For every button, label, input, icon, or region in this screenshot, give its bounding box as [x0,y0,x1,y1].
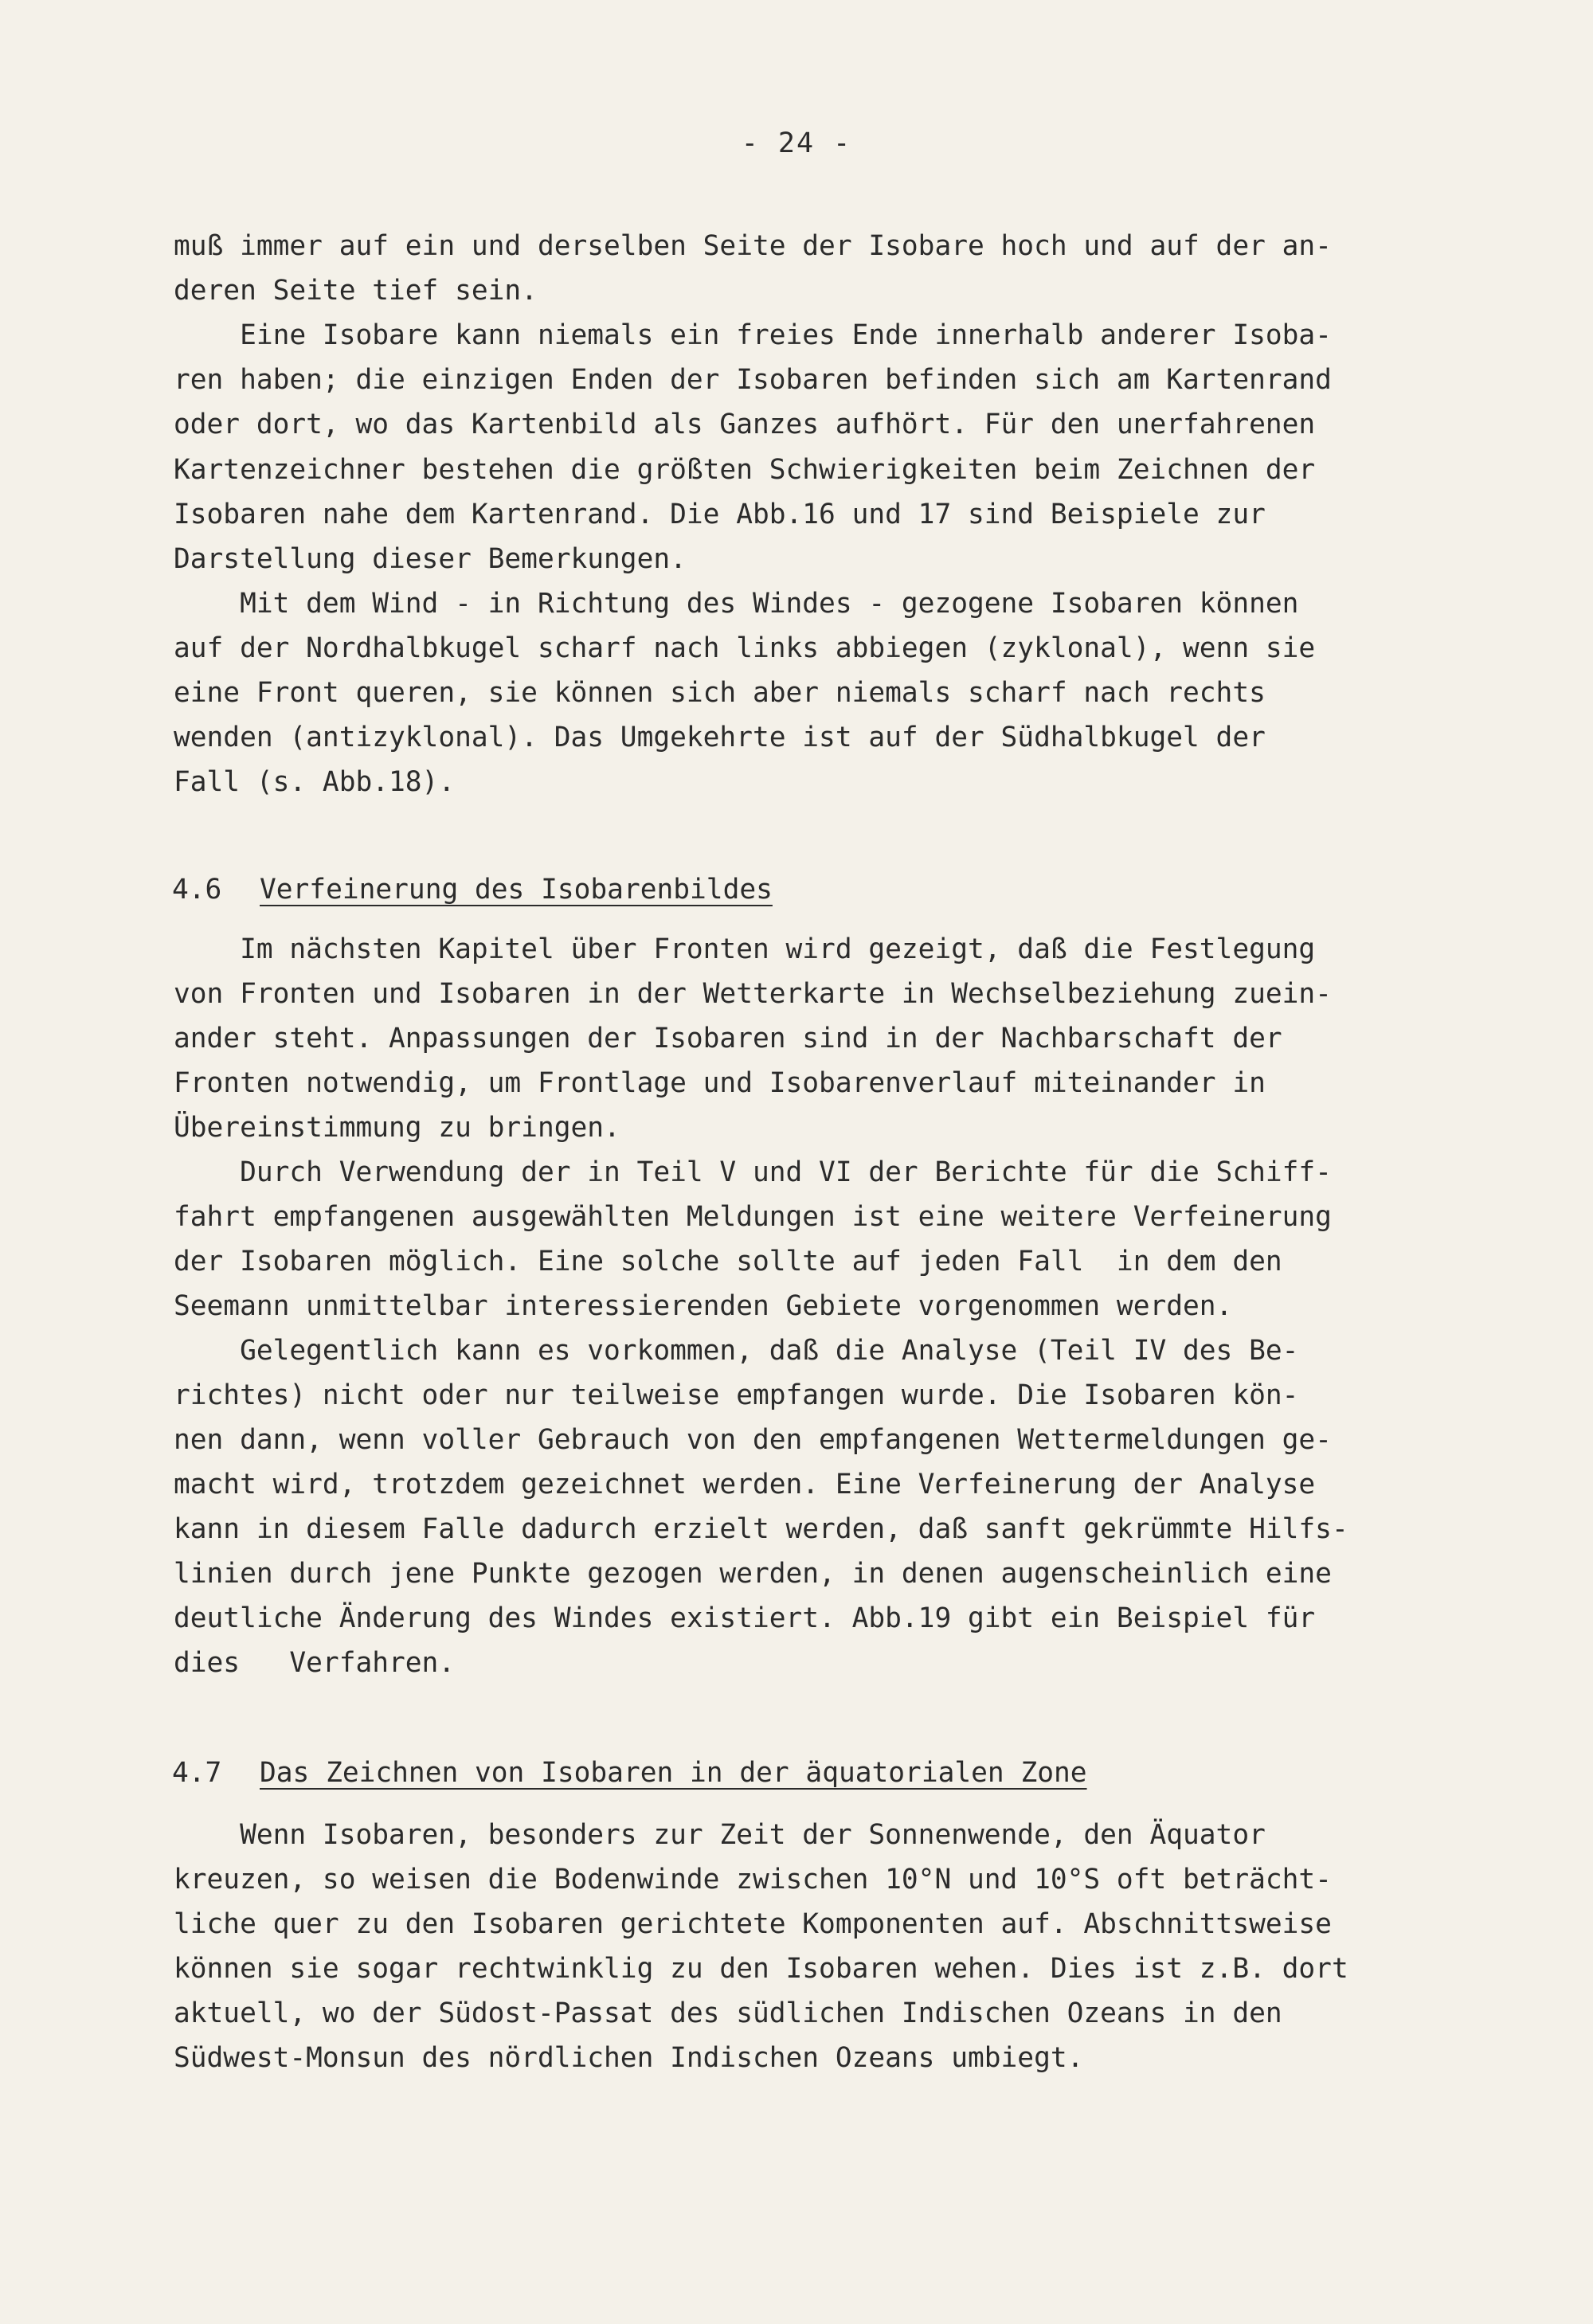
section-heading-4-6 [172,876,969,916]
text-line: kann in diesem Falle dadurch erzielt werden, daß sanft gekrümmte Hilfs- [174,1513,1348,1545]
page-number: - 24 - [741,127,852,159]
text-line: Fronten notwendig, um Frontlage und Isobarenverlauf miteinander in [174,1067,1266,1099]
text-line: Gelegentlich kann es vorkommen, daß die Analyse (Teil IV des Be- [174,1335,1299,1367]
text-line: Darstellung dieser Bemerkungen. [174,543,687,575]
text-line: wenden (antizyklonal). Das Umgekehrte ist auf der Südhalbkugel der [174,722,1266,753]
text-line: dies Verfahren. [174,1647,456,1679]
text-line: Mit dem Wind - in Richtung des Windes - gezogene Isobaren können [174,588,1299,620]
text-line: Durch Verwendung der in Teil V und VI der Berichte für die Schiff- [174,1156,1332,1188]
section-title: Das Zeichnen von Isobaren in der äquatorialen Zone [260,1757,1087,1789]
section-heading-4-7 [172,1759,1287,1799]
text-line: Im nächsten Kapitel über Fronten wird gezeigt, daß die Festlegung [174,933,1316,965]
text-line: Südwest-Monsun des nördlichen Indischen Ozeans umbiegt. [174,2042,1084,2074]
text-line: von Fronten und Isobaren in der Wetterkarte in Wechselbeziehung zuein- [174,978,1332,1010]
text-line: deren Seite tief sein. [174,275,538,307]
text-line: ander steht. Anpassungen der Isobaren sind in der Nachbarschaft der [174,1023,1282,1054]
text-line: aktuell, wo der Südost-Passat des südlichen Indischen Ozeans in den [174,1997,1282,2029]
text-line: Wenn Isobaren, besonders zur Zeit der Sonnenwende, den Äquator [174,1819,1266,1851]
text-line: oder dort, wo das Kartenbild als Ganzes aufhört. Für den unerfahrenen [174,409,1316,440]
text-line: der Isobaren möglich. Eine solche sollte auf jeden Fall in dem den [174,1246,1282,1277]
text-line: Isobaren nahe dem Kartenrand. Die Abb.16 und 17 sind Beispiele zur [174,499,1266,530]
text-line: auf der Nordhalbkugel scharf nach links abbiegen (zyklonal), wenn sie [174,632,1316,664]
text-line: liche quer zu den Isobaren gerichtete Komponenten auf. Abschnittsweise [174,1908,1332,1940]
text-line: eine Front queren, sie können sich aber niemals scharf nach rechts [174,677,1266,709]
text-line: Kartenzeichner bestehen die größten Schwierigkeiten beim Zeichnen der [174,454,1316,486]
section-number: 4.6 [172,874,222,906]
text-line: macht wird, trotzdem gezeichnet werden. Eine Verfeinerung der Analyse [174,1469,1316,1500]
text-line: kreuzen, so weisen die Bodenwinde zwischen 10°N und 10°S oft beträcht- [174,1864,1332,1896]
text-line: können sie sogar rechtwinklig zu den Isobaren wehen. Dies ist z.B. dort [174,1953,1348,1985]
text-line: Fall (s. Abb.18). [174,766,456,798]
text-line: Eine Isobare kann niemals ein freies Ende innerhalb anderer Isoba- [174,319,1332,351]
text-line: linien durch jene Punkte gezogen werden, in denen augenscheinlich eine [174,1558,1332,1590]
text-line: ren haben; die einzigen Enden der Isobaren befinden sich am Kartenrand [174,364,1332,396]
text-line: Seemann unmittelbar interessierenden Gebiete vorgenommen werden. [174,1290,1233,1322]
section-number: 4.7 [172,1757,222,1789]
text-line: richtes) nicht oder nur teilweise empfangen wurde. Die Isobaren kön- [174,1379,1299,1411]
text-line: fahrt empfangenen ausgewählten Meldungen ist eine weitere Verfeinerung [174,1201,1332,1233]
section-title: Verfeinerung des Isobarenbildes [260,874,773,906]
text-line: Übereinstimmung zu bringen. [174,1112,620,1144]
text-line: muß immer auf ein und derselben Seite der Isobare hoch und auf der an- [174,230,1332,262]
text-line: deutliche Änderung des Windes existiert. Abb.19 gibt ein Beispiel für [174,1602,1316,1634]
text-line: nen dann, wenn voller Gebrauch von den empfangenen Wettermeldungen ge- [174,1424,1332,1456]
